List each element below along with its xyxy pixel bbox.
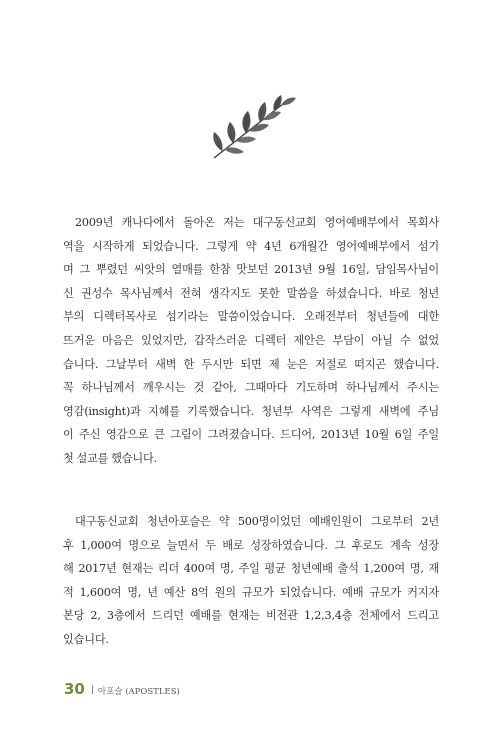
text-line: 부의 디렉터목사로 섬기라는 말씀이었습니다. 오래전부터 청년들에 대한 — [63, 310, 439, 324]
text-line: 있습니다. — [63, 632, 109, 646]
text-line: 첫 설교를 했습니다. — [63, 451, 157, 465]
text-line: 2009년 캐나다에서 돌아온 저는 대구동신교회 영어예배부에서 목회사 — [75, 216, 439, 229]
text-line: 꼭 하나님께서 깨우시는 것 같아, 그때마다 기도하며 하나님께서 주시는 — [63, 381, 439, 395]
text-line: 신 권성수 목사님께서 전혀 생각지도 못한 말씀을 하셨습니다. 바로 청년 — [63, 286, 439, 300]
text-line: 해 2017년 현재는 리더 400여 명, 주일 평균 청년예배 출석 1,200여 명, 재 — [63, 562, 439, 576]
text-line: 대구동신교회 청년아포슬은 약 500명이었던 예배인원이 그로부터 2년 — [75, 515, 439, 528]
text-line: 뜨거운 마음은 있었지만, 갑작스러운 디렉터 제안은 부담이 아닐 수 없었 — [63, 333, 439, 347]
page-footer — [64, 680, 180, 698]
body-paragraph-1 — [63, 211, 439, 471]
text-line: 역을 시작하게 되었습니다. 그렇게 약 4년 6개월간 영어예배부에서 섬기 — [63, 239, 439, 253]
page-number: 30 — [64, 680, 85, 698]
text-line: 후 1,000여 명으로 늘면서 두 배로 성장하였습니다. 그 후로도 계속 성장 — [63, 538, 439, 552]
text-line: 습니다. 그날부터 새벽 한 두시만 되면 제 눈은 저절로 떠지곤 했습니다. — [63, 357, 439, 371]
leaf-branch-icon — [208, 92, 298, 164]
text-line: 적 1,600여 명, 년 예산 8억 원의 규모가 되었습니다. 예배 규모가 커지자 — [63, 585, 439, 599]
running-title: 아포슬 (APOSTLES) — [97, 687, 180, 697]
text-line: 영감(insight)과 지혜를 기록했습니다. 청년부 사역은 그렇게 새벽에 주님 — [63, 404, 439, 418]
footer-divider — [92, 685, 93, 694]
text-line: 며 그 뿌렸던 씨앗의 열매를 한참 맛보던 2013년 9월 16일, 담임목사님이 — [63, 263, 439, 277]
body-paragraph-2 — [63, 510, 439, 652]
text-line: 이 주신 영감으로 큰 그림이 그려졌습니다. 드디어, 2013년 10월 6일 주일 — [63, 428, 439, 442]
text-line: 본당 2, 3층에서 드리던 예배를 현재는 비전관 1,2,3,4층 전체에서 드리고 — [63, 609, 439, 623]
